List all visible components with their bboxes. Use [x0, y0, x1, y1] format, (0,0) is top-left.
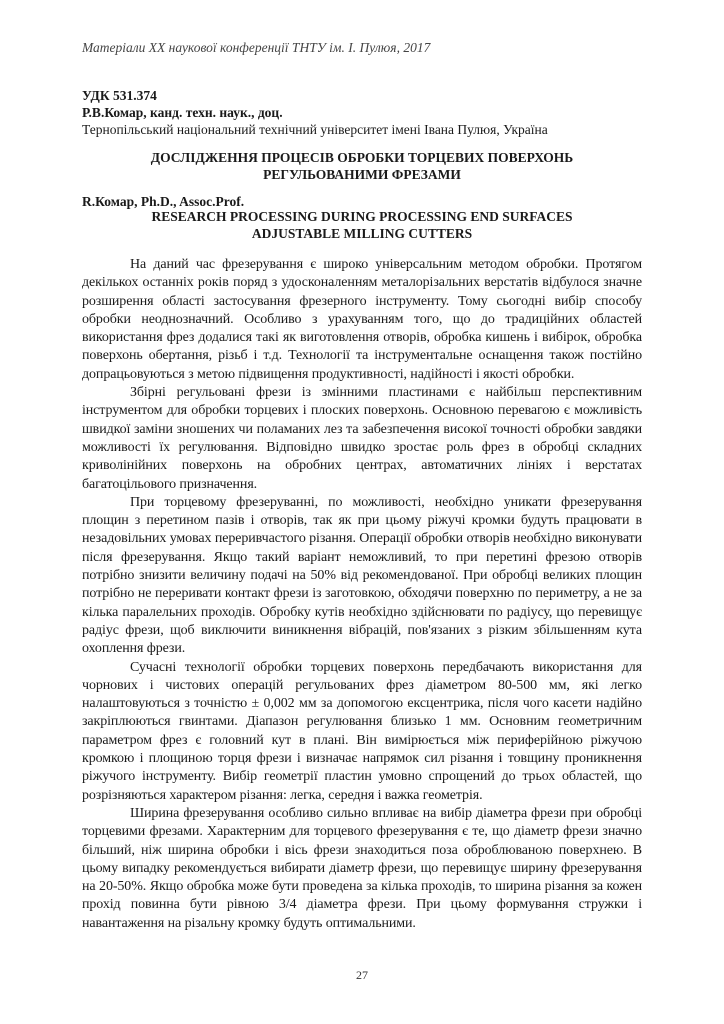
udk-code: УДК 531.374 [82, 88, 157, 103]
title-english [82, 208, 642, 242]
paragraph: На даний час фрезерування є широко універсальним методом обробки. Протягом декількох останніх років поряд з удосконаленням металорізальних верстатів відбулося значне розширення області застосування фрезерного інструменту. Тому сьогодні вибір способу обробки неоднозначний. Особливо з урахуванням того, що до традиційних областей використання фрез додалися такі як виготовлення отворів, обробка кишень і вибірок, обробка поверхонь обертання, різьб і т.д. Технології та інструментальне оснащення також постійно допрацьовуються з метою підвищення продуктивності, надійності і якості обробки. [82, 257, 642, 382]
title-ukrainian-line-2: РЕГУЛЬОВАНИМИ ФРЕЗАМИ [263, 167, 461, 182]
paragraph: Збірні регульовані фрези із змінними пластинами є найбільш перспективним інструментом для обробки торцевих і плоских поверхонь. Основною перевагою є можливість швидкої заміни зношених чи поламаних лез та забезпечення високої точності обробки завдяки можливості їх регулювання. Відповідно швидко зростає роль фрез в обробці складних криволінійних поверхонь на обробних центрах, автоматичних лініях і верстатах багатоцільового призначення. [82, 385, 642, 492]
paragraph: При торцевому фрезеруванні, по можливості, необхідно уникати фрезерування площин з перетином пазів і отворів, так як при цьому ріжучі кромки будуть працювати в незадовільних умовах переривчастого різання. Операції обробки отворів необхідно виконувати після фрезерування. Якщо такий варіант неможливий, то при перетині фрезою отворів потрібно знизити величину подачі на 50% від рекомендованої. При обробці великих площин потрібно не переривати контакт фрези із заготовкою, обходячи поверхню по периметру, а не за кілька паралельних проходів. Обробку кутів необхідно здійснювати по радіусу, що перевищує радіус фрези, щоб виключити виникнення вібрацій, пов'язаних з різким збільшенням кута охоплення фрези. [82, 494, 642, 657]
paragraph: Ширина фрезерування особливо сильно впливає на вибір діаметра фрези при обробці торцевими фрезами. Характерним для торцевого фрезерування є те, що діаметр фрези значно більший, ніж ширина обробки і вісь фрези знаходиться поза оброблюваною поверхнею. В цьому випадку рекомендується вибирати діаметр фрези, що перевищує ширину фрезерування на 20-50%. Якщо обробка може бути проведена за кілька проходів, то ширина різання за кожен прохід повинна бути рівною 3/4 діаметра фрези. При цьому формування стружки і навантаження на різальну кромку будуть оптимальними. [82, 805, 642, 931]
author-english: R.Комар, Ph.D., Assoc.Prof. [82, 194, 245, 209]
title-ukrainian-line-1: ДОСЛІДЖЕННЯ ПРОЦЕСІВ ОБРОБКИ ТОРЦЕВИХ ПОВЕРХОНЬ [150, 150, 574, 165]
page-number: 27 [356, 968, 368, 982]
paragraph: Сучасні технології обробки торцевих поверхонь передбачають використання для чорнових і чистових операцій регульованих фрез діаметром 80-500 мм, які легко налаштовуються з точністю ± 0,002 мм за допомогою ексцентрика, після чого касети надійно закріплюються гвинтами. Діапазон регулювання близько 1 мм. Основним геометричним параметром фрез є головний кут в плані. Він вимірюється між периферійною ріжучою кромкою і площиною торця фрези і визначає напрямок сил різання і товщину проникнення ріжучого інструменту. Вибір геометрії пластин умовно спрощений до трьох областей, що розрізняються характером різання: легка, середня і важка геометрія. [82, 659, 642, 803]
running-header: Матеріали XX наукової конференції ТНТУ ім. І. Пулюя, 2017 [82, 40, 431, 55]
title-ukrainian [82, 149, 642, 183]
title-english-line-1: RESEARCH PROCESSING DURING PROCESSING END SURFACES [151, 209, 573, 224]
body-text [82, 256, 642, 933]
affiliation: Тернопільський національний технічний університет імені Івана Пулюя, Україна [82, 122, 548, 137]
title-english-line-2: ADJUSTABLE MILLING CUTTERS [251, 226, 473, 241]
author-ukrainian: Р.В.Комар, канд. техн. наук., доц. [82, 105, 283, 120]
